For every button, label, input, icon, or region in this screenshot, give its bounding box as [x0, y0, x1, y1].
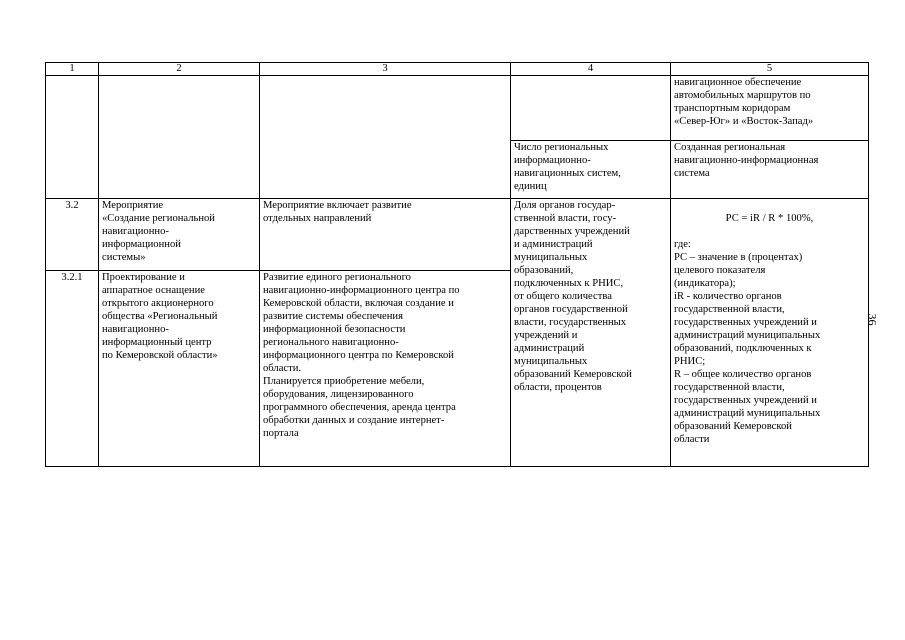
- shared-indicator-cell: Доля органов государ- ственной власти, госу- дарственных учреждений и администраций муниципальных образований, подключенных к РНИС, от общего количества органов государственной власти, государственных учреждений и администраций муниципальных образований Кемеровской области, процентов: [511, 199, 671, 467]
- table-row-3-2: [46, 199, 869, 271]
- column-number-5: 5: [671, 63, 869, 76]
- row-number-cell: 3.2.1: [46, 271, 99, 467]
- column-number-row: [46, 63, 869, 76]
- measure-description-cell: Развитие единого регионального навигационно-информационного центра по Кемеровской области, включая создание и развитие системы обеспечения информационной безопасности регионального навигационно- информационного центра по Кемеровской области. Планируется приобретение мебели, оборудования, лицензированного программного обеспечения, аренда центра обработки данных и создание интернет- портала: [260, 271, 511, 467]
- program-measures-table: [45, 62, 869, 467]
- shared-formula-cell: [671, 199, 869, 467]
- measure-description-cell: Мероприятие включает развитие отдельных направлений: [260, 199, 511, 271]
- indicator-name-cell: Число региональных информационно- навигационных систем, единиц: [511, 141, 671, 199]
- formula-text: РС = iR / R * 100%,: [725, 213, 814, 224]
- formula-explanation: где: РС – значение в (процентах) целевого показателя (индикатора); iR - количество органов государственной власти, государственных учреждений и администраций муниципальных образований, подключенных к РНИС; R – общее количество органов государственной власти, государственных учреждений и администраций муниципальных образований Кемеровской области: [674, 239, 821, 445]
- row-number-cell: 3.2: [46, 199, 99, 271]
- column-number-3: 3: [260, 63, 511, 76]
- cont-indicator-cell: [511, 76, 671, 141]
- column-number-1: 1: [46, 63, 99, 76]
- cont-formula-cell: навигационное обеспечение автомобильных маршрутов по транспортным коридорам «Север-Юг» и «Восток-Запад»: [671, 76, 869, 141]
- cont-name-cell: [99, 76, 260, 199]
- measure-name-cell: Мероприятие «Создание региональной навигационно- информационной системы»: [99, 199, 260, 271]
- cont-desc-cell: [260, 76, 511, 199]
- measure-name-cell: Проектирование и аппаратное оснащение открытого акционерного общества «Региональный навигационно- информационный центр по Кемеровской области»: [99, 271, 260, 467]
- column-number-2: 2: [99, 63, 260, 76]
- indicator-value-cell: Созданная региональная навигационно-информационная система: [671, 141, 869, 199]
- column-number-4: 4: [511, 63, 671, 76]
- continuation-row: [46, 76, 869, 141]
- page-number: 36: [865, 313, 880, 326]
- cont-num-cell: [46, 76, 99, 199]
